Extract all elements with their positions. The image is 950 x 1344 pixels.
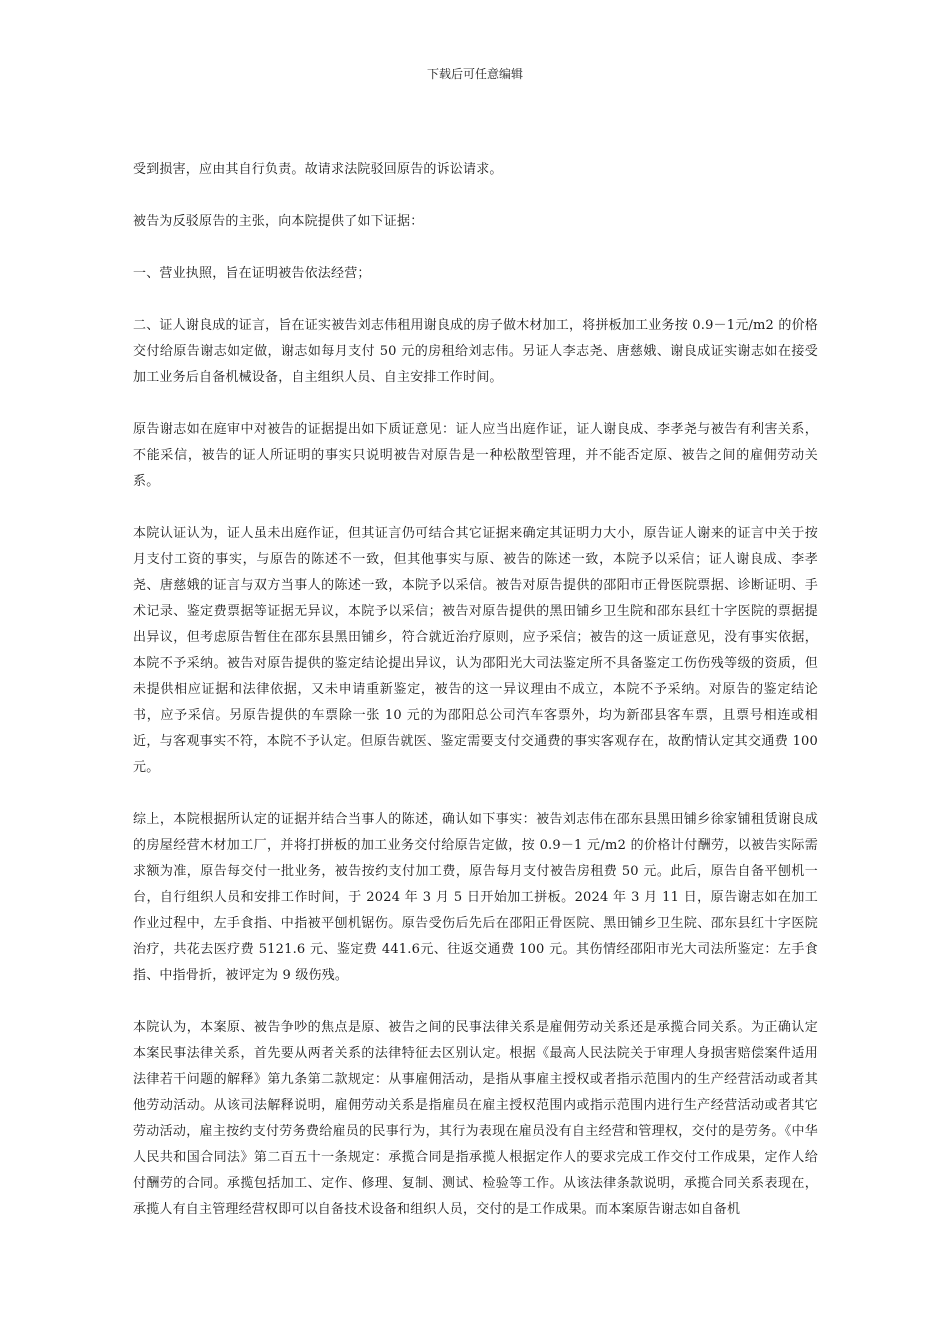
paragraph-8: 本院认为，本案原、被告争吵的焦点是原、被告之间的民事法律关系是雇佣劳动关系还是承揽合同关系。为正确认定本案民事法律关系，首先要从两者关系的法律特征去区别认定。根据《最高人民法院关于审理人身损害赔偿案件适用法律若干问题的解释》第九条第二款规定：从事雇佣活动，是指从事雇主授权或者指示范围内的生产经营活动或者其他劳动活动。从该司法解释说明，雇佣劳动关系是指雇员在雇主授权范围内或指示范围内进行生产经营活动或者其它劳动活动，雇主按约支付劳务费给雇员的民事行为，其行为表现在雇员没有自主经营和管理权，交付的是劳务。《中华人民共和国合同法》第二百五十一条规定：承揽合同是指承揽人根据定作人的要求完成工作交付工作成果，定作人给付酬劳的合同。承揽包括加工、定作、修理、复制、测试、检验等工作。从该法律条款说明，承揽合同关系表现在，承揽人有自主管理经营权即可以自备技术设备和组织人员，交付的是工作成果。而本案原告谢志如自备机 (133, 1020, 818, 1217)
paragraph-2: 被告为反驳原告的主张，向本院提供了如下证据： (133, 214, 424, 229)
document-body (133, 157, 818, 1249)
paragraph-4: 二、证人谢良成的证言，旨在证实被告刘志伟租用谢良成的房子做木材加工，将拼板加工业务按 0.9－1元/m2 的价格交付给原告谢志如定做，谢志如每月支付 50 元的房租给刘志伟。另证人李志尧、唐慈娥、谢良成证实谢志如在接受加工业务后自备机械设备，自主组织人员、自主安排工作时间。 (133, 318, 818, 385)
paragraph-5: 原告谢志如在庭审中对被告的证据提出如下质证意见：证人应当出庭作证，证人谢良成、李孝尧与被告有利害关系，不能采信，被告的证人所证明的事实只说明被告对原告是一种松散型管理，并不能否定原、被告之间的雇佣劳动关系。 (133, 422, 818, 489)
paragraph-3: 一、营业执照，旨在证明被告依法经营； (133, 266, 371, 281)
page-header: 下载后可任意编辑 (426, 67, 523, 81)
paragraph-6: 本院认证认为，证人虽未出庭作证，但其证言仍可结合其它证据来确定其证明力大小，原告证人谢来的证言中关于按月支付工资的事实，与原告的陈述不一致，但其他事实与原、被告的陈述一致，本院予以采信；证人谢良成、李孝尧、唐慈娥的证言与双方当事人的陈述一致，本院予以采信。被告对原告提供的邵阳市正骨医院票据、诊断证明、手术记录、鉴定费票据等证据无异议，本院予以采信；被告对原告提供的黑田铺乡卫生院和邵东县红十字医院的票据提出异议，但考虑原告暂住在邵东县黑田铺乡，符合就近治疗原则，应予采信；被告的这一质证意见，没有事实依据，本院不予采纳。被告对原告提供的鉴定结论提出异议，认为邵阳光大司法鉴定所不具备鉴定工伤伤残等级的资质，但未提供相应证据和法律依据，又未申请重新鉴定，被告的这一异议理由不成立，本院不予采纳。对原告的鉴定结论书，应予采信。另原告提供的车票除一张 10 元的为邵阳总公司汽车客票外，均为新邵县客车票，且票号相连或相近，与客观事实不符，本院不予认定。但原告就医、鉴定需要支付交通费的事实客观存在，故酌情认定其交通费 100 元。 (133, 526, 818, 775)
paragraph-7: 综上，本院根据所认定的证据并结合当事人的陈述，确认如下事实：被告刘志伟在邵东县黑田铺乡徐家铺租赁谢良成的房屋经营木材加工厂，并将打拼板的加工业务交付给原告定做，按 0.9－1 元/m2 的价格计付酬劳，以被告实际需求额为准，原告每交付一批业务，被告按约支付加工费，原告每月支付被告房租费 50 元。此后，原告自备平刨机一台，自行组织人员和安排工作时间，于 2024 年 3 月 5 日开始加工拼板。2024 年 3 月 11 日，原告谢志如在加工作业过程中，左手食指、中指被平刨机锯伤。原告受伤后先后在邵阳正骨医院、黑田铺乡卫生院、邵东县红十字医院治疗，共花去医疗费 5121.6 元、鉴定费 441.6元、往返交通费 100 元。其伤情经邵阳市光大司法所鉴定：左手食指、中指骨折，被评定为 9 级伤残。 (133, 812, 818, 983)
paragraph-1: 受到损害，应由其自行负责。故请求法院驳回原告的诉讼请求。 (133, 162, 503, 177)
